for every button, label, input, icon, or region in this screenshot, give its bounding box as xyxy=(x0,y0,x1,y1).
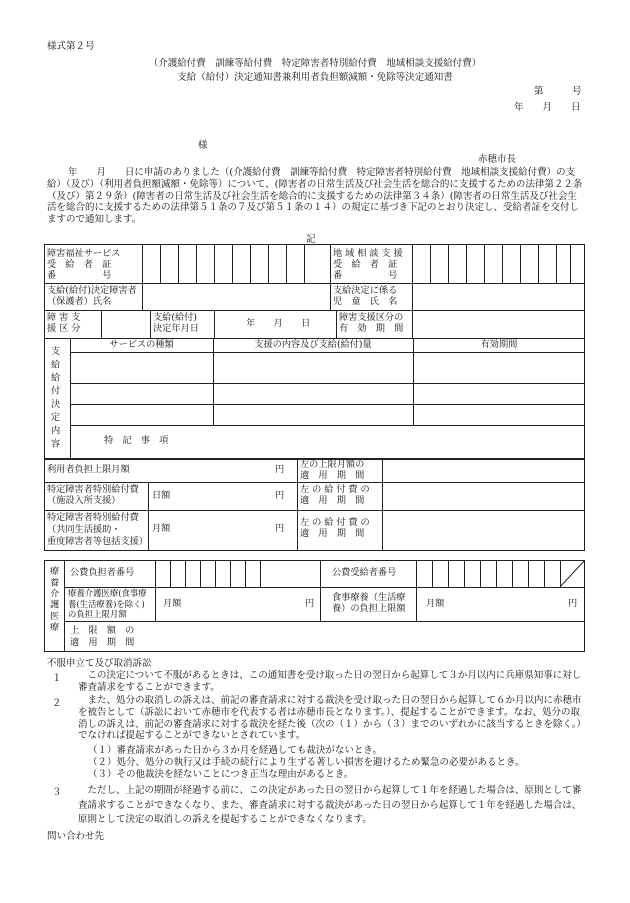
appeal-item-1: この決定について不服があるときは、この通知書を受け取った日の翌日から起算して３か月以内に兵庫県知事に対し審査請求をすることができます。 xyxy=(78,670,582,693)
yen-unit-2: 円 xyxy=(275,490,285,501)
appeal-item-3-no: ３ xyxy=(52,787,62,798)
issuer: 赤穂市長 xyxy=(478,154,517,165)
medical-burden-limit-label: 療養介護医療(食事療 養(生活療養)を除く) の負担上限月額 xyxy=(68,588,147,620)
limit-period-label: 左の上限月額の 適 用 期 間 xyxy=(300,459,365,481)
col-valid-period: 有効期間 xyxy=(480,339,518,350)
title-line-1: （介護給付費 訓練等給付費 特定障害者特別給付費 地域相談支援給付費） xyxy=(148,58,482,69)
appeal-item-1-no: １ xyxy=(52,673,62,684)
decided-person-name-label: 支給(給付)決定障害者 （保護者）氏名 xyxy=(47,285,137,307)
monthly-amount-label-3: 月額 xyxy=(426,598,445,609)
special-notes-label: 特 記 事 項 xyxy=(104,435,169,446)
daily-amount-label: 日額 xyxy=(152,490,171,501)
decision-date-label: 支給(給付) 決定年月日 xyxy=(153,312,199,334)
support-class-label: 障 害 支 援 区 分 xyxy=(47,312,81,334)
appeal-sub-1: （１）審査請求があった日から３か月を経過しても裁決がないとき。 xyxy=(88,745,383,756)
public-payer-no-label: 公費負担者番号 xyxy=(70,567,135,578)
yen-unit-1: 円 xyxy=(275,464,285,475)
appeal-item-3: ただし、上記の期間が経過する前に、この決定があった日の翌日から起算して１年を経過した場合は、原則として審査請求することができなくなり、また、審査請求に対する裁決があった日の翌日から起算して１年を経過した場合は、原則として決定の取消しの訴えを提起することができなくなります。 xyxy=(78,785,582,825)
ki-mark: 記 xyxy=(306,234,316,245)
addressee-suffix: 様 xyxy=(198,140,208,151)
col-support-content: 支援の内容及び支給(給付)量 xyxy=(254,339,372,350)
title-line-2: 支給（給付）決定通知書兼利用者負担額減額・免除等決定通知書 xyxy=(177,72,453,83)
benefit-period-label-2: 左 の 給 付 費 の 適 用 期 間 xyxy=(300,517,370,539)
monthly-amount-label-2: 月額 xyxy=(163,598,182,609)
benefit-period-label-1: 左 の 給 付 費 の 適 用 期 間 xyxy=(300,484,370,506)
decision-date-value: 年 月 日 xyxy=(246,318,311,329)
col-service-type: サービスの種類 xyxy=(109,339,174,350)
medical-care-side-label: 療養介護医療 xyxy=(47,566,59,634)
special-benefit-facility-label: 特定障害者特別給付費 （施設入所支援） xyxy=(47,484,139,506)
yen-unit-5: 円 xyxy=(568,598,578,609)
intro-paragraph: 年 月 日に申請のありました（(介護給付費 訓練等給付費 特定障害者特別給付費 地域相談支援給付費）の支給）（及び）（利用者負担額減額・免除等）について、(障害者の日常生活及び社会生活を総合的に支援するための法律第２２条（及び）第２９条）(障害者の日常生活及び社会生活を総合的に支援するための法律第３４条）(障害者の日常生活及び社会生活を総合的に支援するための法律第５１条の７及び第５１条の１４）の規定に基づき下記のとおり決定し、受給者証を交付しますので通知します。 xyxy=(47,167,583,226)
notice-date: 年 月 日 xyxy=(514,102,581,113)
public-recipient-no-label: 公費受給者番号 xyxy=(332,567,397,578)
appeal-item-2: また、処分の取消しの訴えは、前記の審査請求に対する裁決を受け取った日の翌日から起算して６か月以内に赤穂市を被告として（訴訟において赤穂市を代表する者は赤穂市長となります。）、提起することができます。なお、処分の取消しの訴えは、前記の審査請求に対する裁決を経た後（次の（１）から（３）までのいずれかに該当するときを除く。）でなければ提起することができないとされています。 xyxy=(78,695,582,742)
appeal-sub-3: （３）その他裁決を経ないことにつき正当な理由があるとき。 xyxy=(88,769,354,780)
contact-label: 問い合わせ先 xyxy=(47,831,105,842)
user-burden-limit-label: 利用者負担上限月額 xyxy=(47,464,130,475)
limit-period-label-2: 上 限 額 の 適 用 期 間 xyxy=(70,625,135,648)
form-number: 様式第２号 xyxy=(47,41,95,52)
notice-number: 第 号 xyxy=(534,86,582,97)
support-class-validity-label: 障害支援区分の 有 効 期 間 xyxy=(339,312,404,334)
yen-unit-3: 円 xyxy=(275,523,285,534)
child-name-label: 支給決定に係る 児 童 氏 名 xyxy=(333,285,398,307)
svc-recipient-no-label: 障害福祉サービス 受 給 者 証 番 号 xyxy=(47,248,121,281)
yen-unit-4: 円 xyxy=(305,598,315,609)
monthly-amount-label: 月額 xyxy=(152,523,171,534)
appeal-item-2-no: ２ xyxy=(52,698,62,709)
appeal-heading: 不服申立て及び取消訴訟 xyxy=(47,658,152,669)
chiiki-recipient-no-label: 地 域 相 談 支 援 受 給 者 証 番 号 xyxy=(333,248,403,281)
special-benefit-group-label: 特定障害者特別給付費 （共同生活援助・ 重度障害者等包括支援） xyxy=(47,512,149,547)
diagonal-slash xyxy=(560,560,585,587)
meal-burden-limit-label: 食事療養（生活療 養）の負担上限額 xyxy=(332,592,406,614)
decision-content-side-label: 支給給付決定内容 xyxy=(48,346,60,452)
appeal-sub-2: （２）処分、処分の執行又は手続の続行により生ずる著しい損害を避けるため緊急の必要があるとき。 xyxy=(88,757,525,768)
